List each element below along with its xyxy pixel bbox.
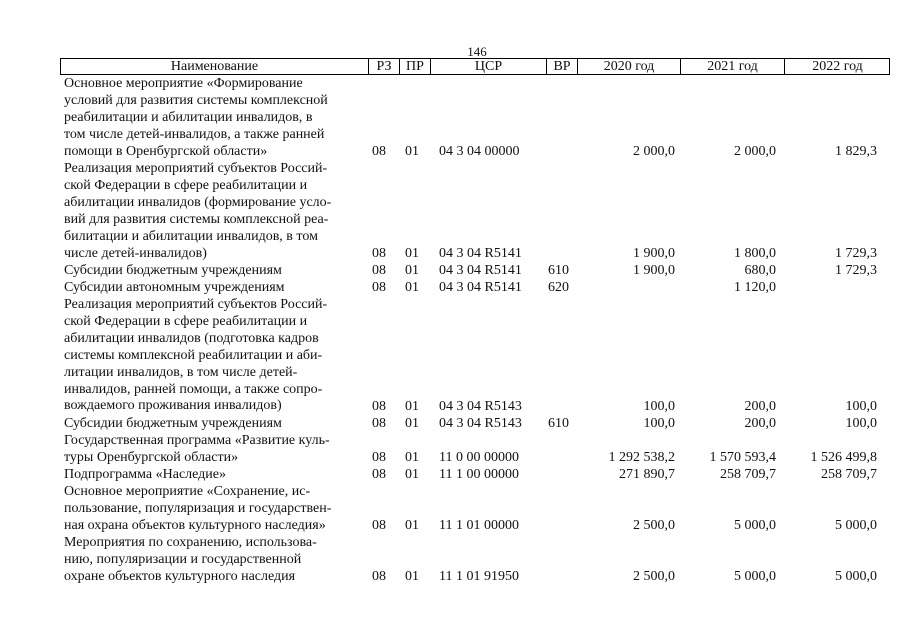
table-row	[0, 76, 905, 161]
row-csr: 11 1 01 91950	[439, 569, 519, 584]
header-2021: 2021 год	[680, 59, 784, 74]
row-csr: 11 1 00 00000	[439, 467, 519, 482]
row-rz: 08	[372, 569, 386, 584]
row-pr: 01	[405, 518, 419, 533]
row-pr: 01	[405, 467, 419, 482]
row-name: Основное мероприятие «Сохранение, ис- пользование, популяризация и государствен- ная охрана объектов культурного наследия»	[64, 484, 332, 533]
row-2021: 680,0	[744, 263, 776, 278]
row-name: Государственная программа «Развитие куль- туры Оренбургской области»	[64, 433, 330, 465]
row-csr: 11 0 00 00000	[439, 450, 519, 465]
row-rz: 08	[372, 280, 386, 295]
row-name: Реализация мероприятий субъектов Россий- ской Федерации в сфере реабилитации и абилитации инвалидов (подготовка кадров системы комплексной реабилитации и аби- литации инвалидов, в том числе детей- инвалидов, ранней помощи, а также сопро- вождаемого проживания инвалидов)	[64, 297, 328, 414]
row-2020: 1 900,0	[633, 263, 675, 278]
row-name: Реализация мероприятий субъектов Россий- ской Федерации в сфере реабилитации и абилитации инвалидов (формирование усло- вий для развития системы комплексной реа- билитации и абилитации инвалидов, в том числе детей-инвалидов)	[64, 161, 332, 261]
row-rz: 08	[372, 399, 386, 414]
row-name: Подпрограмма «Наследие»	[64, 467, 226, 482]
row-name: Субсидии автономным учреждениям	[64, 280, 285, 295]
row-2021: 258 709,7	[720, 467, 776, 482]
row-pr: 01	[405, 144, 419, 159]
row-vr: 610	[548, 263, 569, 278]
row-rz: 08	[372, 246, 386, 261]
row-csr: 04 3 04 R5143	[439, 399, 522, 414]
row-name: Субсидии бюджетным учреждениям	[64, 416, 282, 431]
table-row	[0, 161, 905, 263]
row-csr: 04 3 04 R5141	[439, 246, 522, 261]
table-row	[0, 416, 905, 433]
row-rz: 08	[372, 263, 386, 278]
row-2020: 2 500,0	[633, 569, 675, 584]
table-row	[0, 280, 905, 297]
row-rz: 08	[372, 416, 386, 431]
table-row	[0, 467, 905, 484]
row-2022: 1 729,3	[835, 246, 877, 261]
row-rz: 08	[372, 450, 386, 465]
row-2022: 1 829,3	[835, 144, 877, 159]
row-rz: 08	[372, 467, 386, 482]
row-csr: 04 3 04 R5143	[439, 416, 522, 431]
row-pr: 01	[405, 280, 419, 295]
header-csr: ЦСР	[430, 59, 546, 74]
row-2022: 5 000,0	[835, 518, 877, 533]
row-2022: 258 709,7	[821, 467, 877, 482]
table-row	[0, 297, 905, 416]
row-rz: 08	[372, 144, 386, 159]
row-csr: 04 3 04 00000	[439, 144, 520, 159]
row-2022: 1 526 499,8	[810, 450, 877, 465]
row-name: Субсидии бюджетным учреждениям	[64, 263, 282, 278]
row-pr: 01	[405, 450, 419, 465]
row-pr: 01	[405, 416, 419, 431]
row-name: Мероприятия по сохранению, использова- нию, популяризации и государственной охране объектов культурного наследия	[64, 535, 317, 584]
row-2021: 5 000,0	[734, 518, 776, 533]
row-csr: 04 3 04 R5141	[439, 280, 522, 295]
table-row	[0, 484, 905, 535]
row-2022: 5 000,0	[835, 569, 877, 584]
row-2020: 271 890,7	[619, 467, 675, 482]
row-2020: 1 900,0	[633, 246, 675, 261]
row-vr: 620	[548, 280, 569, 295]
row-2021: 1 120,0	[734, 280, 776, 295]
row-csr: 04 3 04 R5141	[439, 263, 522, 278]
row-name: Основное мероприятие «Формирование условий для развития системы комплексной реабилитации и абилитации инвалидов, в том числе детей-инвалидов, а также ранней помощи в Оренбургской области»	[64, 76, 328, 159]
row-2020: 2 500,0	[633, 518, 675, 533]
row-2021: 2 000,0	[734, 144, 776, 159]
row-2021: 200,0	[744, 399, 776, 414]
header-2020: 2020 год	[577, 59, 680, 74]
row-pr: 01	[405, 399, 419, 414]
header-pr: ПР	[399, 59, 430, 74]
table-row	[0, 535, 905, 586]
header-name: Наименование	[170, 59, 259, 74]
row-2022: 100,0	[845, 416, 877, 431]
row-pr: 01	[405, 246, 419, 261]
header-2022: 2022 год	[784, 59, 890, 74]
row-2021: 200,0	[744, 416, 776, 431]
table-row	[0, 433, 905, 467]
header-rz: РЗ	[368, 59, 399, 74]
row-2020: 1 292 538,2	[608, 450, 675, 465]
header-vr: ВР	[546, 59, 577, 74]
page-number: 146	[467, 44, 487, 59]
row-csr: 11 1 01 00000	[439, 518, 519, 533]
row-rz: 08	[372, 518, 386, 533]
row-vr: 610	[548, 416, 569, 431]
row-2021: 1 570 593,4	[709, 450, 776, 465]
row-2021: 1 800,0	[734, 246, 776, 261]
row-pr: 01	[405, 569, 419, 584]
row-2022: 100,0	[845, 399, 877, 414]
row-2020: 2 000,0	[633, 144, 675, 159]
row-2020: 100,0	[643, 416, 675, 431]
row-pr: 01	[405, 263, 419, 278]
row-2022: 1 729,3	[835, 263, 877, 278]
table-row	[0, 263, 905, 280]
row-2020: 100,0	[643, 399, 675, 414]
row-2021: 5 000,0	[734, 569, 776, 584]
